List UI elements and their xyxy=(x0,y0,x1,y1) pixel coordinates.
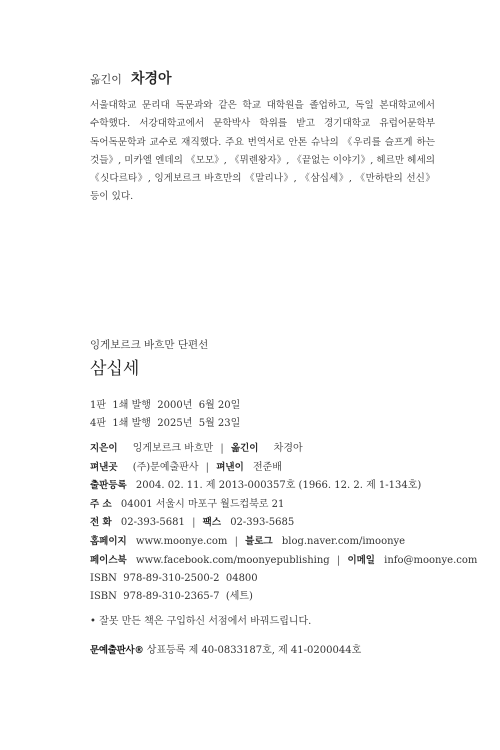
edition-line-1: 1판 1쇄 발행 2000년 6월 20일 xyxy=(90,400,241,411)
author-row xyxy=(90,440,477,459)
email-value: info@moonye.com xyxy=(384,554,478,566)
series-title: 잉게보르크 바흐만 단편선 xyxy=(90,339,209,351)
publisher-person-label: 펴낸이 xyxy=(216,461,244,473)
publication-info xyxy=(90,440,477,570)
author-value: 잉게보르크 바흐만 xyxy=(132,443,214,454)
publisher-person-value: 전준배 xyxy=(252,461,282,473)
address-row xyxy=(90,496,477,515)
row-translator-value: 차경아 xyxy=(273,443,303,454)
phone-value: 02-393-5681 xyxy=(120,517,185,529)
book-title: 삼십세 xyxy=(90,359,140,379)
trademark-line xyxy=(90,641,361,656)
row-translator-label: 옮긴이 xyxy=(230,443,259,454)
isbn-line-2: ISBN 978-89-310-2365-7 (세트) xyxy=(90,591,253,602)
divider: | xyxy=(220,443,224,454)
blog-label: 블로그 xyxy=(245,535,273,547)
homepage-value: www.moonye.com xyxy=(135,535,228,547)
publisher-label: 펴낸곳 xyxy=(90,461,118,473)
translator-name: 차경아 xyxy=(130,71,172,87)
divider: | xyxy=(336,554,341,566)
divider: | xyxy=(205,461,210,473)
homepage-row xyxy=(90,533,477,552)
fax-value: 02-393-5685 xyxy=(230,517,295,529)
translator-label: 옮긴이 xyxy=(90,73,122,86)
isbn-section xyxy=(90,570,258,606)
translator-section xyxy=(90,68,435,207)
translator-bio: 서울대학교 문리대 독문과와 같은 학교 대학원을 졸업하고, 독일 본대학교에서 수학했다. 서강대학교에서 문학박사 학위를 받고 경기대학교 유럽어문학부 독어독문학과 교수로 재직했다. 주요 번역서로 안톤 슈낙의 《우리를 슬프게 하는 것들》, 미카엘 엔데의 《모모》, 《뮈렌왕자》, 《끝없는 이야기》, 헤르만 헤세의 《싯다르타》, 잉게보르크 바흐만의 《말리나》, 《삼십세》, 《만하탄의 선신》 등이 있다. xyxy=(90,100,435,203)
phone-row xyxy=(90,514,477,533)
publisher-logo: 문예출판사® xyxy=(90,645,144,656)
facebook-row xyxy=(90,552,477,571)
divider: | xyxy=(192,517,196,529)
publisher-value: (주)문예출판사 xyxy=(132,461,199,473)
facebook-label: 페이스북 xyxy=(90,554,127,566)
registration-label: 출판등록 xyxy=(90,480,127,492)
publisher-row xyxy=(90,459,477,478)
address-value: 04001 서울시 마포구 월드컵북로 21 xyxy=(120,498,285,510)
phone-label: 전 화 xyxy=(90,517,112,529)
exchange-notice: • 잘못 만든 책은 구입하신 서점에서 바꿔드립니다. xyxy=(90,616,312,627)
facebook-value: www.facebook.com/moonyepublishing xyxy=(135,554,330,566)
registration-value: 2004. 02. 11. 제 2013-000357호 (1966. 12. 2. 제 1-134호) xyxy=(135,480,422,492)
translator-heading xyxy=(90,68,435,88)
address-label: 주 소 xyxy=(90,498,112,510)
fax-label: 팩스 xyxy=(202,517,221,529)
divider: | xyxy=(234,535,238,547)
homepage-label: 홈페이지 xyxy=(90,535,127,547)
blog-value: blog.naver.com/imoonye xyxy=(281,535,406,547)
email-label: 이메일 xyxy=(347,554,375,566)
trademark-text: 상표등록 제 40-0833187호, 제 41-0200044호 xyxy=(146,645,362,656)
edition-line-2: 4판 1쇄 발행 2025년 5월 23일 xyxy=(90,418,241,429)
edition-history xyxy=(90,397,240,433)
author-label: 지은이 xyxy=(90,443,118,454)
isbn-line-1: ISBN 978-89-310-2500-2 04800 xyxy=(90,573,258,584)
registration-row xyxy=(90,477,477,496)
